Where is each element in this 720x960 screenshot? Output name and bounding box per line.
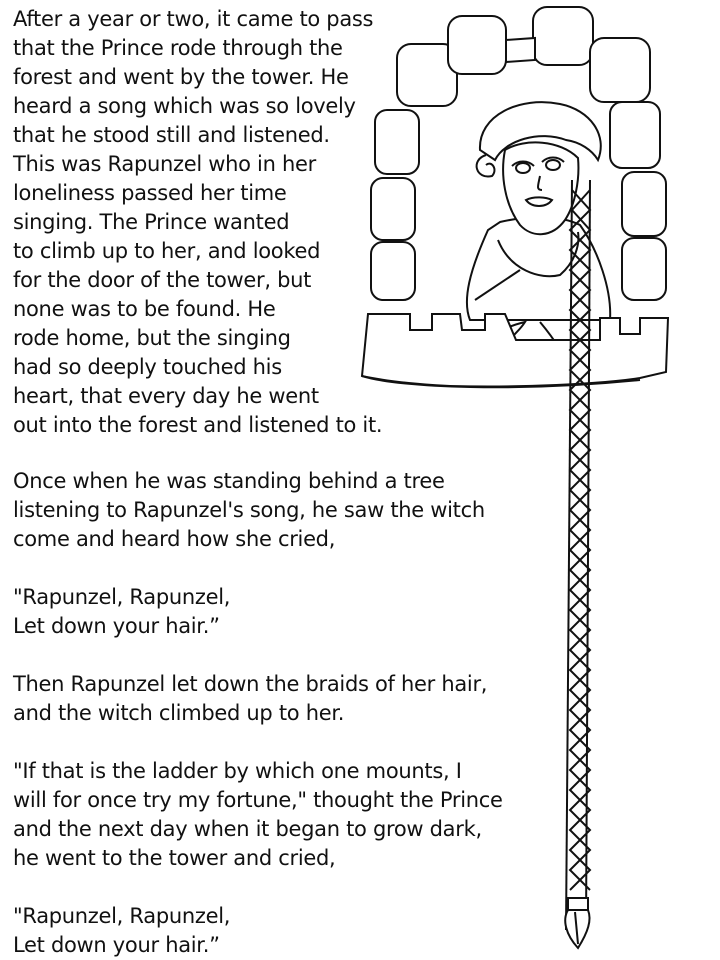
text-line: "Rapunzel, Rapunzel, [13, 904, 231, 928]
text-line: will for once try my fortune," thought the Prince [13, 788, 503, 812]
text-line: Let down your hair.” [13, 933, 220, 957]
text-line: Once when he was standing behind a tree [13, 469, 445, 493]
text-line: heart, that every day he went [13, 384, 319, 408]
text-line: had so deeply touched his [13, 355, 282, 379]
text-line: he went to the tower and cried, [13, 846, 336, 870]
text-line: for the door of the tower, but [13, 268, 312, 292]
text-line: and the witch climbed up to her. [13, 701, 345, 725]
text-line: none was to be found. He [13, 297, 276, 321]
text-line: forest and went by the tower. He [13, 65, 349, 89]
text-line: This was Rapunzel who in her [13, 152, 316, 176]
text-line: heard a song which was so lovely [13, 94, 356, 118]
text-line: listening to Rapunzel's song, he saw the witch [13, 498, 485, 522]
text-line: that the Prince rode through the [13, 36, 343, 60]
text-line: to climb up to her, and looked [13, 239, 321, 263]
text-line: out into the forest and listened to it. [13, 413, 383, 437]
text-line: Let down your hair.” [13, 614, 220, 638]
text-line: that he stood still and listened. [13, 123, 330, 147]
text-line: Then Rapunzel let down the braids of her hair, [13, 672, 488, 696]
text-line: "If that is the ladder by which one mounts, I [13, 759, 462, 783]
story-paragraph-1 [13, 5, 382, 440]
text-line: After a year or two, it came to pass [13, 7, 374, 31]
text-line: come and heard how she cried, [13, 527, 336, 551]
text-line: singing. The Prince wanted [13, 210, 290, 234]
text-line: loneliness passed her time [13, 181, 287, 205]
rapunzel-tower-window-illustration [352, 0, 720, 960]
text-line: and the next day when it began to grow dark, [13, 817, 482, 841]
text-line: "Rapunzel, Rapunzel, [13, 585, 231, 609]
text-line: rode home, but the singing [13, 326, 291, 350]
